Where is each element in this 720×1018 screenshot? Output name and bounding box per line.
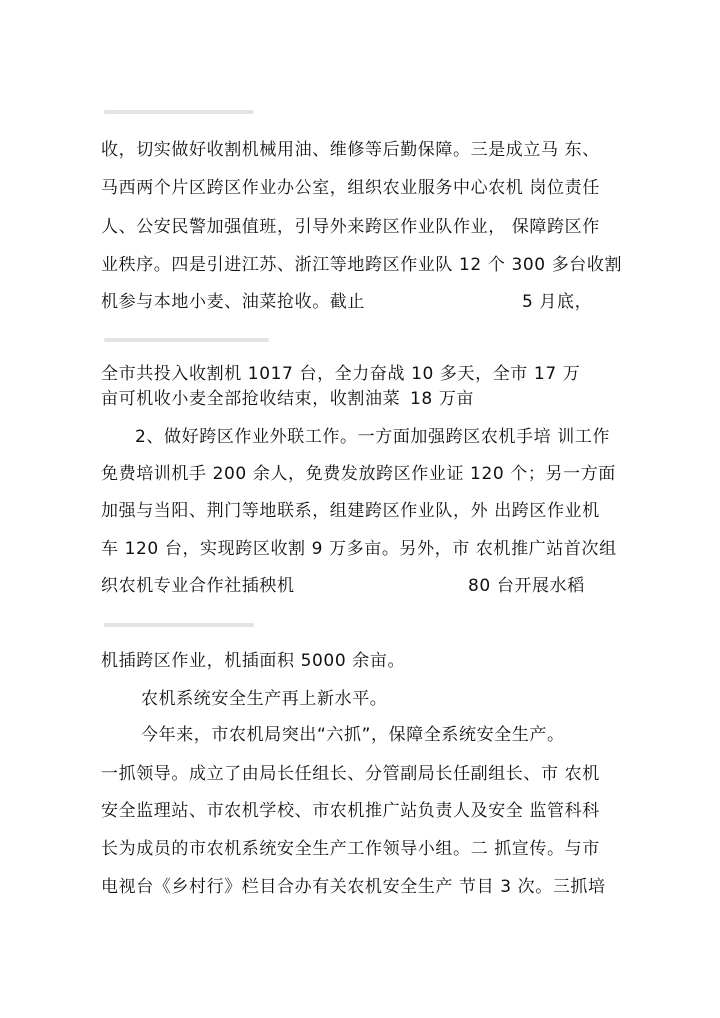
text-line: 亩可机收小麦全部抢收结束，收割油菜 18 万亩 xyxy=(101,389,475,409)
text-line: 业秩序。四是引进江苏、浙江等地跨区作业队 12 个 300 多台收割 xyxy=(101,255,623,275)
text-line: 全市共投入收割机 1017 台，全力奋战 10 多天，全市 17 万 xyxy=(101,364,581,384)
text-line: 机参与本地小麦、油菜抢收。截止 5 月底， xyxy=(101,292,593,312)
text-line: 农机系统安全生产再上新水平。 xyxy=(141,689,388,709)
text-line: 收，切实做好收割机械用油、维修等后勤保障。三是成立马 东、 xyxy=(101,140,600,160)
text-line: 车 120 台，实现跨区收割 9 万多亩。另外，市 农机推广站首次组 xyxy=(101,539,617,559)
text-line: 加强与当阳、荆门等地联系，组建跨区作业队，外 出跨区作业机 xyxy=(101,501,600,521)
text-line: 电视台《乡村行》栏目合办有关农机安全生产 节目 3 次。三抓培 xyxy=(101,877,606,897)
faint-header-mark xyxy=(104,110,254,114)
faint-divider-mark xyxy=(104,623,254,627)
text-line: 机插跨区作业，机插面积 5000 余亩。 xyxy=(101,651,406,671)
text-line: 人、公安民警加强值班，引导外来跨区作业队作业， 保障跨区作 xyxy=(101,217,600,237)
faint-divider-mark xyxy=(104,338,269,342)
text-line: 免费培训机手 200 余人，免费发放跨区作业证 120 个；另一方面 xyxy=(101,464,616,484)
text-line: 今年来，市农机局突出“六抓”，保障全系统安全生产。 xyxy=(141,725,565,745)
text-line: 织农机专业合作社插秧机 80 台开展水稻 xyxy=(101,576,585,596)
text-line: 一抓领导。成立了由局长任组长、分管副局长任副组长、市 农机 xyxy=(101,764,600,784)
text-line: 安全监理站、市农机学校、市农机推广站负责人及安全 监管科科 xyxy=(101,801,600,821)
text-line: 马西两个片区跨区作业办公室，组织农业服务中心农机 岗位责任 xyxy=(101,178,600,198)
text-line: 2、做好跨区作业外联工作。一方面加强跨区农机手培 训工作 xyxy=(135,427,611,447)
text-line: 长为成员的市农机系统安全生产工作领导小组。二 抓宣传。与市 xyxy=(101,839,600,859)
